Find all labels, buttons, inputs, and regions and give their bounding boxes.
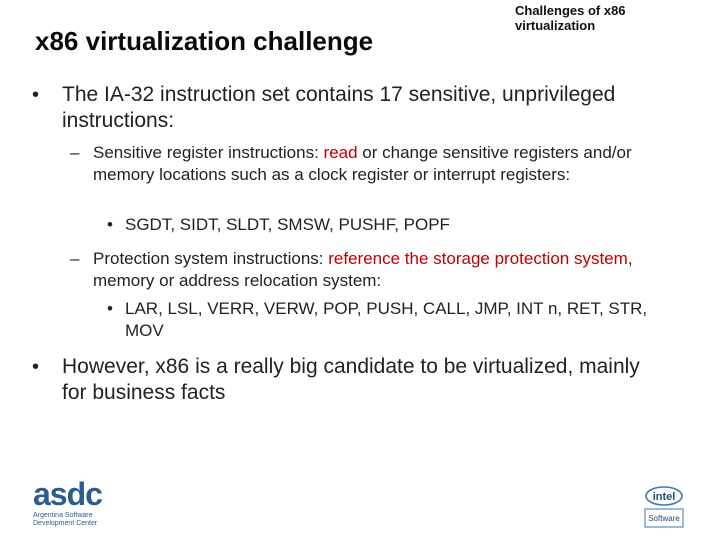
bullet-text: LAR, LSL, VERR, VERW, POP, PUSH, CALL, JMP, INT n, RET, STR, MOV xyxy=(125,299,648,340)
intel-software-logo xyxy=(640,482,688,530)
bullet-text-pre: Sensitive register instructions: xyxy=(93,143,324,162)
asdc-subtitle xyxy=(33,512,143,528)
bullet-marker: • xyxy=(32,84,40,106)
section-label: Challenges of x86 virtualization xyxy=(515,3,626,33)
highlight-text: reference the storage protection system xyxy=(328,249,628,268)
bullet-text-post: or change sensitive registers and/or memory locations such as a clock register or interrupt registers: xyxy=(93,143,632,184)
bullet-text-post: , memory or address relocation system: xyxy=(93,249,633,290)
bullet-text: SGDT, SIDT, SLDT, SMSW, PUSHF, POPF xyxy=(125,215,450,234)
asdc-logo xyxy=(33,478,143,528)
intel-software-label: Software xyxy=(648,514,680,523)
bullet-marker: • xyxy=(107,299,113,318)
page-title: x86 virtualization challenge xyxy=(35,26,374,56)
bullet-marker: • xyxy=(107,215,113,234)
asdc-subtitle-line-2: Development Center xyxy=(33,520,98,527)
bullet-marker: • xyxy=(32,356,40,378)
bullet-text: However, x86 is a really big candidate to be virtualized, mainly for business facts xyxy=(62,355,640,404)
bullet-protection-system xyxy=(70,248,663,292)
dash-marker: – xyxy=(70,143,80,162)
bullet-register-list xyxy=(107,214,665,236)
bullet-text: The IA-32 instruction set contains 17 sensitive, unprivileged instructions: xyxy=(62,83,616,132)
dash-marker: – xyxy=(70,249,80,268)
highlight-text: read xyxy=(323,143,358,162)
bullet-x86-candidate xyxy=(32,354,662,406)
intel-wordmark: intel xyxy=(652,491,676,503)
bullet-protection-list xyxy=(107,298,665,342)
bullet-sensitive-register xyxy=(70,142,663,186)
asdc-subtitle-line-1: Argentina Software xyxy=(33,512,93,519)
asdc-wordmark: asdc xyxy=(33,476,102,512)
bullet-text-pre: Protection system instructions: xyxy=(93,249,329,268)
bullet-ia32-instructions xyxy=(32,82,662,134)
